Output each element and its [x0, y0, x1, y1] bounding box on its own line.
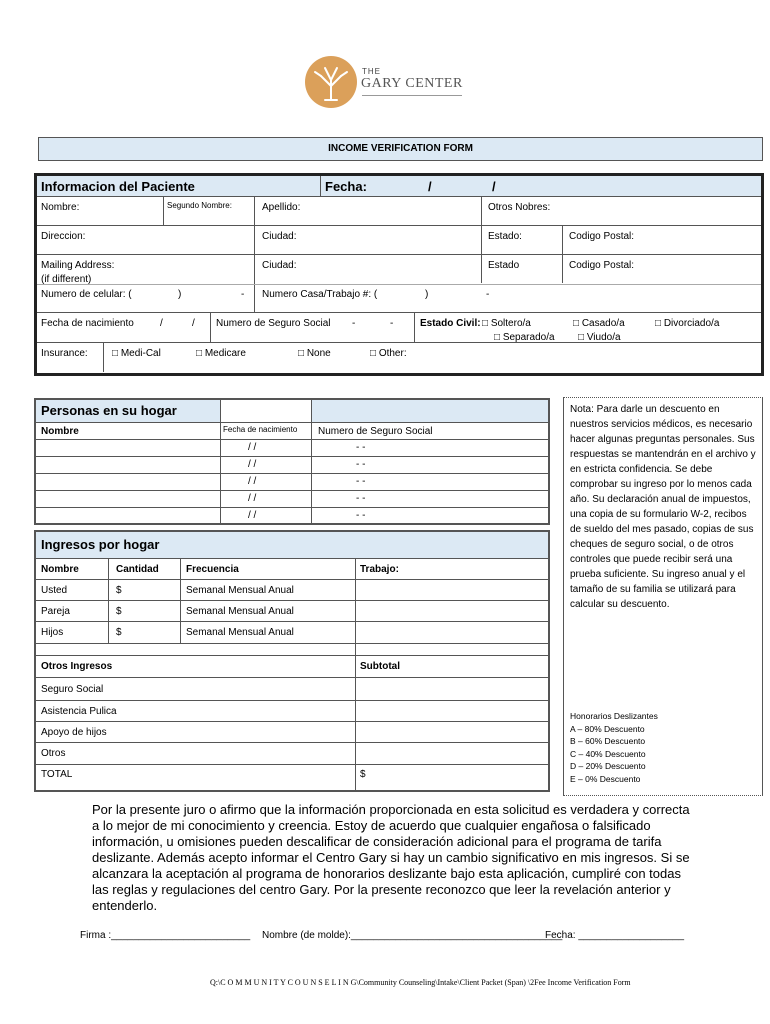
divider	[254, 196, 255, 312]
fecha-label: Fecha:	[325, 179, 367, 194]
date-slash: /	[428, 179, 432, 194]
divider	[414, 312, 415, 342]
codigo-postal-label: Codigo Postal:	[569, 231, 635, 242]
divider	[562, 225, 563, 283]
fee-item: B – 60% Descuento	[570, 736, 646, 746]
insurance-label: Insurance:	[41, 348, 88, 359]
divider	[355, 558, 356, 790]
ciudad-label: Ciudad:	[262, 231, 297, 242]
separado-checkbox[interactable]: □ Separado/a	[494, 332, 555, 343]
casado-checkbox[interactable]: □ Casado/a	[573, 318, 625, 329]
ssn-field[interactable]: - -	[356, 476, 366, 487]
col-nacimiento: Fecha de nacimiento	[223, 425, 298, 434]
income-col-frecuencia: Frecuencia	[186, 564, 239, 575]
logo-emblem	[305, 56, 357, 108]
apellido-label: Apellido:	[262, 202, 301, 213]
logo-name: GARY CENTER	[361, 76, 463, 91]
firma-field[interactable]: Firma :_________________________	[80, 930, 251, 941]
divider	[163, 196, 164, 225]
dash: -	[486, 289, 490, 300]
none-checkbox[interactable]: □ None	[298, 348, 331, 359]
mailing-label: Mailing Address:	[41, 260, 115, 271]
total-amount[interactable]: $	[360, 769, 366, 780]
household-header-blank	[221, 400, 311, 422]
divider	[210, 312, 211, 342]
income-row-freq[interactable]: Semanal Mensual Anual	[186, 585, 294, 596]
divider	[36, 422, 548, 423]
income-row-amount[interactable]: $	[116, 606, 122, 617]
other-income-row: Asistencia Pulica	[41, 706, 117, 717]
divider	[36, 490, 548, 491]
date-slash: /	[192, 318, 195, 329]
other-income-row: Otros	[41, 748, 66, 759]
dash: -	[390, 318, 394, 329]
patient-info-section	[34, 173, 764, 376]
divider	[36, 677, 548, 678]
date-field[interactable]: / /	[248, 476, 257, 487]
divider	[36, 456, 548, 457]
other-checkbox[interactable]: □ Other:	[370, 348, 407, 359]
medicare-checkbox[interactable]: □ Medicare	[196, 348, 246, 359]
segundo-nombre-label: Segundo Nombre:	[167, 201, 232, 210]
nombre-molde-field[interactable]: Nombre (de molde):______________________________________	[262, 930, 563, 941]
direccion-label: Direccion:	[41, 231, 86, 242]
income-row-label: Hijos	[41, 627, 64, 638]
logo-the: THE	[362, 67, 381, 76]
subtotal-label: Subtotal	[360, 661, 400, 672]
divider	[37, 254, 761, 255]
codigo-postal-label-2: Codigo Postal:	[569, 260, 635, 271]
divider	[36, 439, 548, 440]
income-row-freq[interactable]: Semanal Mensual Anual	[186, 606, 294, 617]
dash: -	[241, 289, 245, 300]
col-seguro: Numero de Seguro Social	[318, 426, 433, 437]
nacimiento-label: Fecha de nacimiento	[41, 318, 134, 329]
divider	[36, 700, 548, 701]
household-header-bar-right	[312, 400, 548, 422]
date-field[interactable]: / /	[248, 442, 257, 453]
ssn-field[interactable]: - -	[356, 510, 366, 521]
ssn-field[interactable]: - -	[356, 459, 366, 470]
otros-nombres-label: Otros Nobres:	[488, 202, 551, 213]
date-slash: /	[160, 318, 163, 329]
patient-heading: Informacion del Paciente	[41, 179, 195, 194]
paren-close: )	[425, 289, 429, 300]
estado-civil-label: Estado Civil:	[420, 318, 481, 329]
other-income-row: Apoyo de hijos	[41, 727, 107, 738]
otros-ingresos-label: Otros Ingresos	[41, 661, 113, 672]
medical-checkbox[interactable]: □ Medi-Cal	[112, 348, 161, 359]
note-text: Nota: Para darle un descuento en nuestros servicios médicos, es necesario hacer algunas preguntas personales. Sus respuestas se mantendrán en el archivo y en estricta confidencia. Se debe comprobar su ingreso por lo menos cada año. Su declaración anual de impuestos, una copia de su formulario W-2, recibos de sueldo del mes pasado, copias de sus cheques de seguro social, o de otros controles que puede recibir será una prueba suficiente. Su ingreso anual y el tamaño de su familia se utilizará para calcular su descuento.	[570, 404, 756, 610]
divider	[481, 196, 482, 283]
total-label: TOTAL	[41, 769, 73, 780]
paren-close: )	[178, 289, 182, 300]
divider	[37, 196, 761, 197]
income-row-label: Pareja	[41, 606, 70, 617]
declaration-text: Por la presente juro o afirmo que la información proporcionada en esta solicitud es verdadera y correcta a lo mejor de mi conocimiento y creencia. Estoy de acuerdo que cualquier engañosa o falsificado información, u omisiones pueden descalificar de consideración adicional para el programa de tarifa deslizante. Además acepto informar el Centro Gary si hay un cambio significativo en mis ingresos. Si se alcanzara la aceptación al programa de honorarios deslizante bajo esta aplicación, cumpliré con todas las reglas y regulaciones del centro Gary. Por la presente reconozco que leer la revelación anterior y entenderlo.	[92, 802, 690, 913]
estado-label: Estado:	[488, 231, 522, 242]
form-title: INCOME VERIFICATION FORM	[328, 143, 473, 154]
date-field[interactable]: / /	[248, 493, 257, 504]
income-row-freq[interactable]: Semanal Mensual Anual	[186, 627, 294, 638]
income-col-trabajo: Trabajo:	[360, 564, 399, 575]
divider	[220, 400, 221, 523]
fee-item: C – 40% Descuento	[570, 748, 646, 759]
divider	[180, 558, 181, 643]
seguro-social-label: Numero de Seguro Social	[216, 318, 331, 329]
divider	[36, 742, 548, 743]
date-field[interactable]: / /	[248, 459, 257, 470]
divider	[37, 284, 761, 285]
divider	[36, 621, 548, 622]
divider	[36, 643, 548, 644]
fecha-field[interactable]: Fecha: ___________________	[545, 930, 685, 941]
date-field[interactable]: / /	[248, 510, 257, 521]
estado-label-2: Estado	[488, 260, 520, 271]
divider	[37, 225, 761, 226]
form-title-bar	[38, 137, 763, 161]
ciudad-label-2: Ciudad:	[262, 260, 297, 271]
dash: -	[352, 318, 356, 329]
fee-item: D – 20% Descuento	[570, 761, 646, 771]
income-heading: Ingresos por hogar	[41, 537, 160, 552]
viudo-checkbox[interactable]: □ Viudo/a	[578, 332, 621, 343]
fees-list	[570, 710, 658, 785]
divider	[36, 473, 548, 474]
divider	[36, 600, 548, 601]
ssn-field[interactable]: - -	[356, 493, 366, 504]
income-row-label: Usted	[41, 585, 68, 596]
income-col-cantidad: Cantidad	[116, 564, 159, 575]
divider	[36, 579, 548, 580]
col-nombre: Nombre	[41, 426, 79, 437]
divider	[37, 342, 761, 343]
divider	[311, 400, 312, 523]
date-slash: /	[492, 179, 496, 194]
divider	[36, 764, 548, 765]
divider	[36, 558, 548, 559]
divorciado-checkbox[interactable]: □ Divorciado/a	[655, 318, 720, 329]
fee-item: A – 80% Descuento	[570, 723, 645, 734]
divider	[108, 558, 109, 643]
fees-title: Honorarios Deslizantes	[570, 711, 658, 721]
divider	[103, 342, 104, 372]
celular-label: Numero de celular: (	[41, 289, 132, 300]
divider	[36, 721, 548, 722]
divider	[320, 176, 321, 196]
income-row-amount[interactable]: $	[116, 585, 122, 596]
divider	[36, 507, 548, 508]
logo-underline	[362, 95, 462, 96]
casa-label: Numero Casa/Trabajo #: (	[262, 289, 378, 300]
divider	[36, 655, 548, 656]
divider	[37, 312, 761, 313]
footer-path: Q:\C O M M U N I T Y C O U N S E L I N G\Community Counseling\Intake\Client Packet (Span) \2Fee Income Verification Form	[210, 978, 631, 987]
income-col-nombre: Nombre	[41, 564, 79, 575]
nombre-label: Nombre:	[41, 202, 80, 213]
fee-item: E – 0% Descuento	[570, 773, 641, 784]
household-heading: Personas en su hogar	[41, 403, 177, 418]
soltero-checkbox[interactable]: □ Soltero/a	[482, 318, 531, 329]
income-row-amount[interactable]: $	[116, 627, 122, 638]
if-different-label: (if different)	[41, 274, 92, 285]
other-income-row: Seguro Social	[41, 684, 104, 695]
ssn-field[interactable]: - -	[356, 442, 366, 453]
